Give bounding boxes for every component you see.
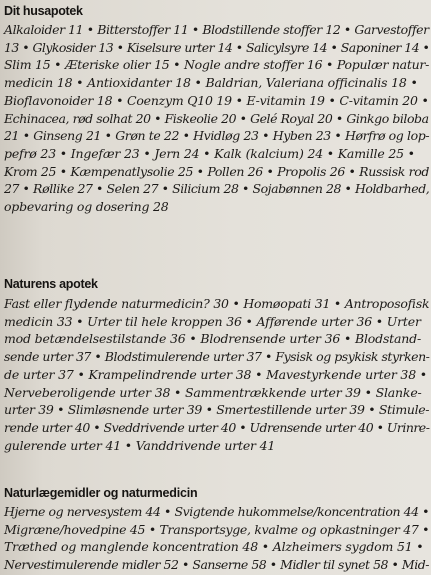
section-naturlaegemidler: [4, 485, 431, 574]
text-line: opbevaring og dosering 28: [4, 199, 169, 215]
text-line: Krom 25 • Kæmpenatlysolie 25 • Pollen 26 • Propolis 26 • Russisk rod: [4, 163, 430, 179]
text-line: pefrø 23 • Ingefær 23 • Jern 24 • Kalk (kalcium) 24 • Kamille 25 •: [4, 145, 415, 161]
section-body: [4, 503, 431, 574]
section-heading: Naturlægemidler og naturmedicin: [4, 486, 198, 500]
section-heading: Naturens apotek: [4, 277, 98, 291]
text-line: Træthed og manglende koncentration 48 • Alzheimers sygdom 51 •: [4, 539, 424, 555]
text-line: sende urter 37 • Blodstimulerende urter 37 • Fysisk og psykisk styrken-: [4, 349, 430, 365]
section-heading: Dit husapotek: [4, 4, 83, 18]
text-line: 27 • Røllike 27 • Selen 27 • Silicium 28 • Sojabønnen 28 • Holdbarhed,: [4, 181, 430, 197]
text-line: Hjerne og nervesystem 44 • Svigtende hukommelse/koncentration 44 •: [4, 504, 430, 519]
text-line: gulerende urter 41 • Vanddrivende urter 41: [4, 437, 276, 453]
text-line: Fast eller flydende naturmedicin? 30 • Homøopati 31 • Antroposofisk: [4, 296, 430, 311]
text-line: Slim 15 • Æteriske olier 15 • Nogle andre stoffer 16 • Populær natur-: [4, 57, 430, 73]
text-line: de urter 37 • Krampelindrende urter 38 • Mavestyrkende urter 38 •: [4, 366, 427, 382]
text-line: 13 • Glykosider 13 • Kiselsure urter 14 • Salicylsyre 14 • Saponiner 14 •: [4, 39, 430, 55]
section-body: [4, 295, 431, 454]
text-line: mod betændelsestilstande 36 • Blodrensende urter 36 • Blodstand-: [4, 331, 422, 347]
text-line: rende urter 40 • Sveddrivende urter 40 • Udrensende urter 40 • Urinre-: [4, 419, 430, 435]
text-line: 21 • Ginseng 21 • Grøn te 22 • Hvidløg 23 • Hyben 23 • Hørfrø og lop-: [4, 128, 430, 144]
text-line: Migræne/hovedpine 45 • Transportsyge, kvalme og opkastninger 47 •: [4, 521, 430, 537]
text-line: Nerveberoligende urter 38 • Sammentrækkende urter 39 • Slanke-: [4, 384, 422, 400]
text-line: Bioflavonoider 18 • Coenzym Q10 19 • E-vitamin 19 • C-vitamin 20 •: [4, 92, 429, 108]
section-dit-husapotek: [4, 3, 431, 216]
text-line: medicin 18 • Antioxidanter 18 • Baldrian, Valeriana officinalis 18 •: [4, 75, 418, 91]
text-line: medicin 33 • Urter til hele kroppen 36 • Afførende urter 36 • Urter: [4, 313, 421, 329]
text-line: Alkaloider 11 • Bitterstoffer 11 • Blodstillende stoffer 12 • Garvestoffer: [4, 22, 429, 37]
section-naturens-apotek: [4, 276, 431, 454]
text-line: Echinacea, rød solhat 20 • Fiskeolie 20 • Gelé Royal 20 • Ginkgo biloba: [4, 110, 429, 126]
section-body: [4, 21, 431, 216]
text-line: Nervestimulerende midler 52 • Sanserne 58 • Midler til synet 58 • Mid-: [4, 557, 430, 573]
text-line: urter 39 • Slimløsnende urter 39 • Smertestillende urter 39 • Stimule-: [4, 402, 430, 418]
